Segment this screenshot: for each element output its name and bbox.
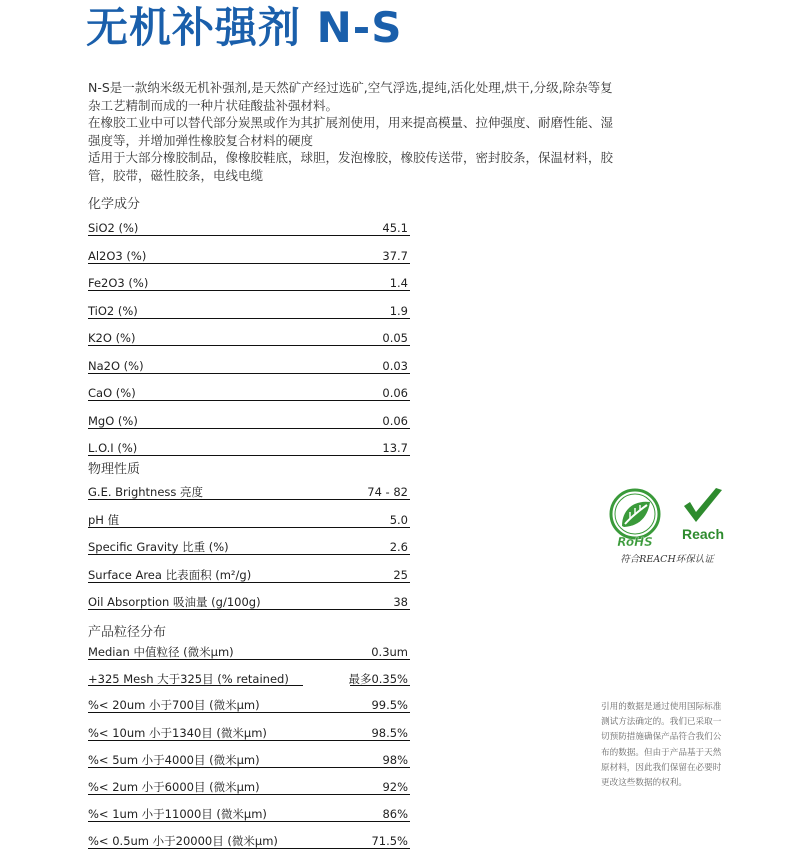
row-value: 0.3um (371, 645, 408, 659)
table-row (88, 834, 410, 849)
row-value: 1.4 (389, 276, 408, 290)
table-row (88, 780, 410, 795)
table-row (88, 568, 410, 583)
intro-paragraph: 在橡胶工业中可以替代部分炭黑或作为其扩展剂使用，用来提高模量、拉伸强度、耐磨性能、湿强度等，并增加弹性橡胶复合材料的硬度 (88, 115, 614, 148)
table-row (88, 485, 410, 500)
intro-paragraph: 适用于大部分橡胶制品，像橡胶鞋底，球胆，发泡橡胶，橡胶传送带，密封胶条，保温材料，胶管，胶带，磁性胶条，电线电缆 (88, 150, 614, 183)
row-label: %< 1um 小于11000目 (微米μm) (88, 807, 267, 822)
table-row (88, 807, 410, 822)
chemical-table (88, 221, 410, 469)
row-label: pH 值 (88, 512, 120, 527)
table-row (88, 441, 410, 456)
page-title: 无机补强剂 N-S (86, 3, 403, 52)
product-description (88, 79, 618, 184)
table-row (88, 386, 410, 401)
rohs-logo-icon (604, 486, 666, 548)
reach-logo-text: Reach (681, 526, 725, 542)
row-label: %< 10um 小于1340目 (微米μm) (88, 725, 267, 740)
row-value: 86% (382, 807, 408, 822)
table-row (88, 698, 410, 713)
row-label: Median 中值粒径 (微米μm) (88, 645, 234, 659)
row-value: 92% (382, 779, 408, 794)
row-label: L.O.I (%) (88, 441, 138, 455)
row-value: 2.6 (389, 540, 408, 554)
table-row (88, 672, 410, 686)
row-value: 98% (382, 752, 408, 767)
certification-logos (602, 480, 732, 572)
chemical-section-title: 化学成分 (88, 197, 141, 212)
row-label: MgO (%) (88, 413, 138, 428)
certification-caption: 符合REACH环保认证 (620, 554, 714, 565)
row-label: K2O (%) (88, 331, 136, 345)
table-row (88, 540, 410, 555)
row-value: 13.7 (382, 441, 408, 455)
intro-paragraph: N-S是一款纳米级无机补强剂,是天然矿产经过选矿,空气浮选,提纯,活化处理,烘干,分级,除杂等复杂工艺精制而成的一种片状硅酸盐补强材料。 (88, 80, 613, 113)
row-value: 37.7 (382, 248, 408, 263)
table-row (88, 304, 410, 319)
row-value: 45.1 (382, 221, 408, 235)
table-row (88, 331, 410, 346)
row-label: Specific Gravity 比重 (%) (88, 540, 229, 554)
row-label: Fe2O3 (%) (88, 276, 149, 290)
row-label: %< 0.5um 小于20000目 (微米μm) (88, 834, 278, 849)
table-row (88, 414, 410, 429)
row-value: 1.9 (389, 303, 408, 318)
row-label: Oil Absorption 吸油量 (g/100g) (88, 595, 261, 609)
row-value: 0.06 (382, 386, 408, 400)
row-value: 99.5% (371, 698, 408, 713)
row-label: Al2O3 (%) (88, 248, 147, 263)
row-value: 38 (393, 595, 408, 609)
table-row (88, 249, 410, 264)
table-row (88, 221, 410, 236)
table-row (88, 726, 410, 741)
particle-table (88, 645, 410, 862)
physical-table (88, 485, 410, 623)
row-value: 25 (393, 567, 408, 582)
row-value: 71.5% (371, 834, 408, 849)
table-row (88, 359, 410, 374)
row-value: 74 - 82 (367, 485, 408, 499)
row-value: 5.0 (389, 512, 408, 527)
row-label: %< 5um 小于4000目 (微米μm) (88, 752, 260, 767)
row-label: Na2O (%) (88, 358, 144, 373)
rohs-logo-text: RoHS (617, 535, 653, 548)
table-row (88, 645, 410, 660)
row-value: 0.05 (382, 331, 408, 345)
row-label: Surface Area 比表面积 (m²/g) (88, 567, 252, 582)
disclaimer-text: 引用的数据是通过使用国际标准测试方法确定的。我们已采取一切预防措施确保产品符合我们公布的数据。但由于产品基于天然原材料，因此我们保留在必要时更改这些数据的权利。 (601, 702, 722, 789)
row-label: %< 20um 小于700目 (微米μm) (88, 698, 260, 713)
row-value: 0.06 (382, 413, 408, 428)
table-row (88, 753, 410, 768)
table-row (88, 595, 410, 610)
row-value: 最多0.35% (348, 672, 408, 687)
row-value: 0.03 (382, 358, 408, 373)
row-label: CaO (%) (88, 386, 136, 400)
particle-section-title: 产品粒径分布 (88, 625, 167, 640)
row-label: +325 Mesh 大于325目 (% retained) (88, 672, 289, 687)
row-label: G.E. Brightness 亮度 (88, 485, 204, 499)
row-label: SiO2 (%) (88, 221, 139, 235)
table-row (88, 513, 410, 528)
row-label: %< 2um 小于6000目 (微米μm) (88, 779, 260, 794)
reach-logo-icon (678, 486, 728, 542)
physical-section-title: 物理性质 (88, 462, 141, 477)
table-row (88, 276, 410, 291)
row-label: TiO2 (%) (88, 303, 138, 318)
row-value: 98.5% (371, 725, 408, 740)
